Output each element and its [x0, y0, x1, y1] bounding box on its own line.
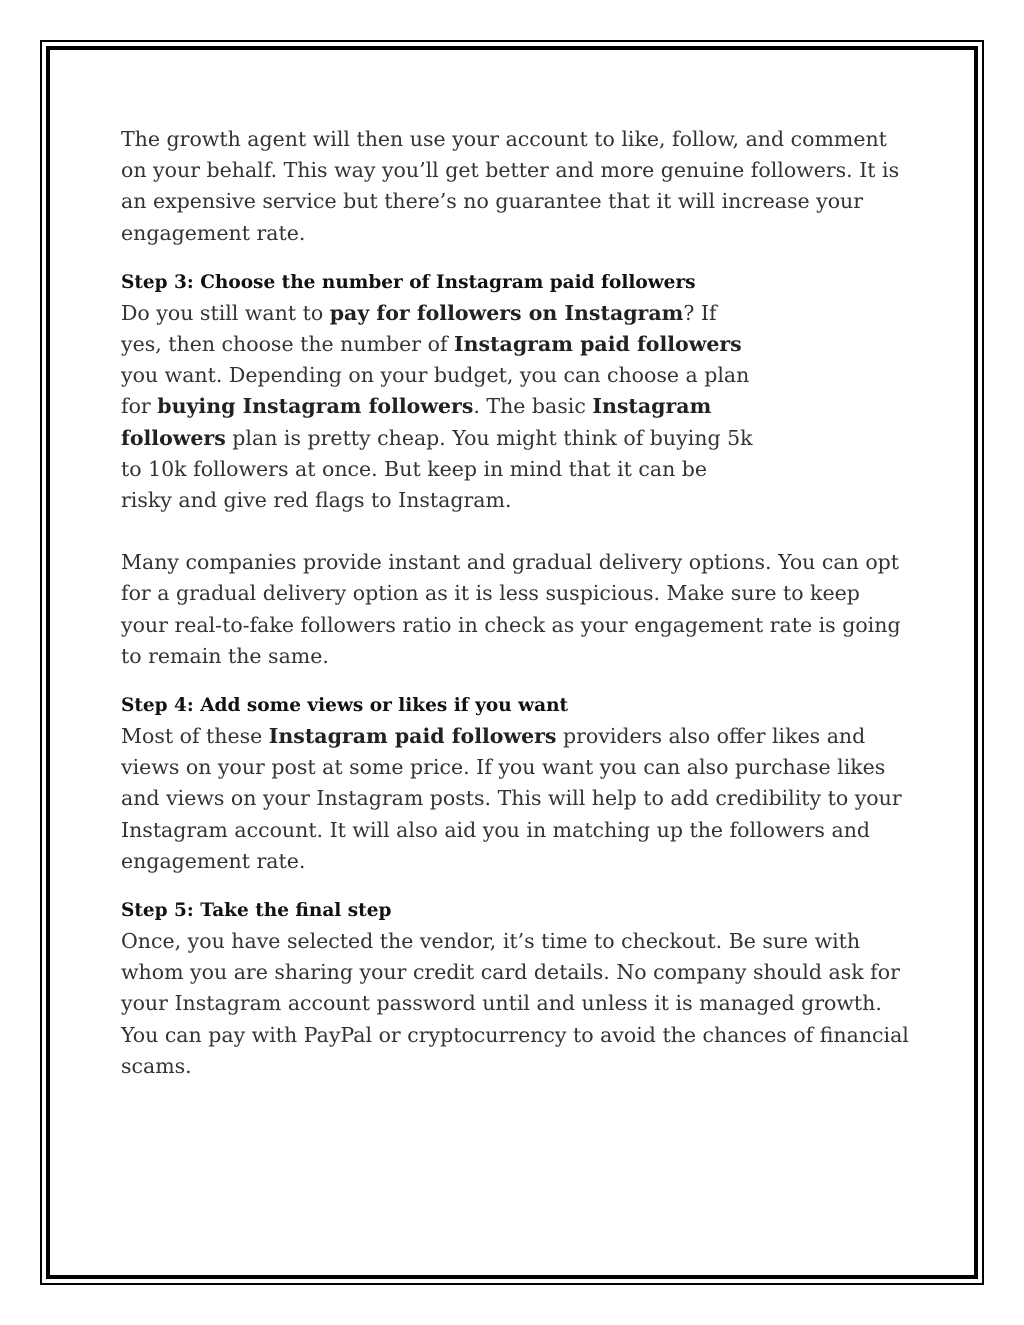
step-3-text-c: ? If yes, then choose the number of — [121, 300, 717, 357]
step-4-paragraph — [121, 721, 911, 877]
spacer — [121, 249, 911, 267]
step-3-bold-instagram-followers: Instagram followers — [121, 394, 712, 450]
spacer — [121, 516, 911, 547]
step-5-paragraph: Once, you have selected the vendor, it’s time to checkout. Be sure with whom you are sharing your credit card details. No company should ask for your Instagram account password until and unless it is managed growth. You can pay with PayPal or cryptocurrency to avoid the chances of financial scams. — [121, 929, 909, 1078]
step-3-heading: Step 3: Choose the number of Instagram paid followers — [121, 271, 696, 293]
step-3-text-g: . The basic — [473, 394, 593, 419]
intro-paragraph: The growth agent will then use your account to like, follow, and comment on your behalf. This way you’ll get better and more genuine followers. It is an expensive service but there’s no guarantee that it will increase your engagement rate. — [121, 127, 900, 245]
step-3-text-a: Do you still want to — [121, 300, 330, 325]
step-5-heading: Step 5: Take the final step — [121, 900, 392, 922]
step-3-paragraph-2: Many companies provide instant and gradual delivery options. You can opt for a gradual delivery option as it is less suspicious. Make sure to keep your real-to-fake followers ratio in check as your engagement rate is going to remain the same. — [121, 550, 901, 668]
spacer — [121, 672, 911, 690]
step-4-bold-paid-followers: Instagram paid followers — [268, 724, 557, 749]
step-4-text-a: Most of these — [121, 724, 269, 749]
step-3-bold-paid-followers: Instagram paid followers — [454, 332, 742, 357]
step-4-text-c: providers also offer likes and views on your post at some price. If you want you can also purchase likes and views on your Instagram posts. This will help to add credibility to your Instagram account. It will also aid you in matching up the followers and engagement rate. — [121, 724, 902, 873]
step-4-heading: Step 4: Add some views or likes if you want — [121, 695, 569, 717]
step-3-text-i: plan is pretty cheap. You might think of buying 5k to 10k followers at once. But keep in mind that it can be risky and give red flags to Instagram. — [121, 425, 753, 513]
spacer — [121, 877, 911, 895]
step-3-bold-pay-for-followers: pay for followers on Instagram — [329, 300, 684, 325]
document-body — [121, 124, 911, 1082]
step-3-paragraph-1 — [121, 298, 761, 516]
step-3-bold-buying-followers: buying Instagram followers — [157, 394, 474, 419]
step-3-text-e: you want. Depending on your budget, you can choose a plan for — [121, 363, 750, 419]
